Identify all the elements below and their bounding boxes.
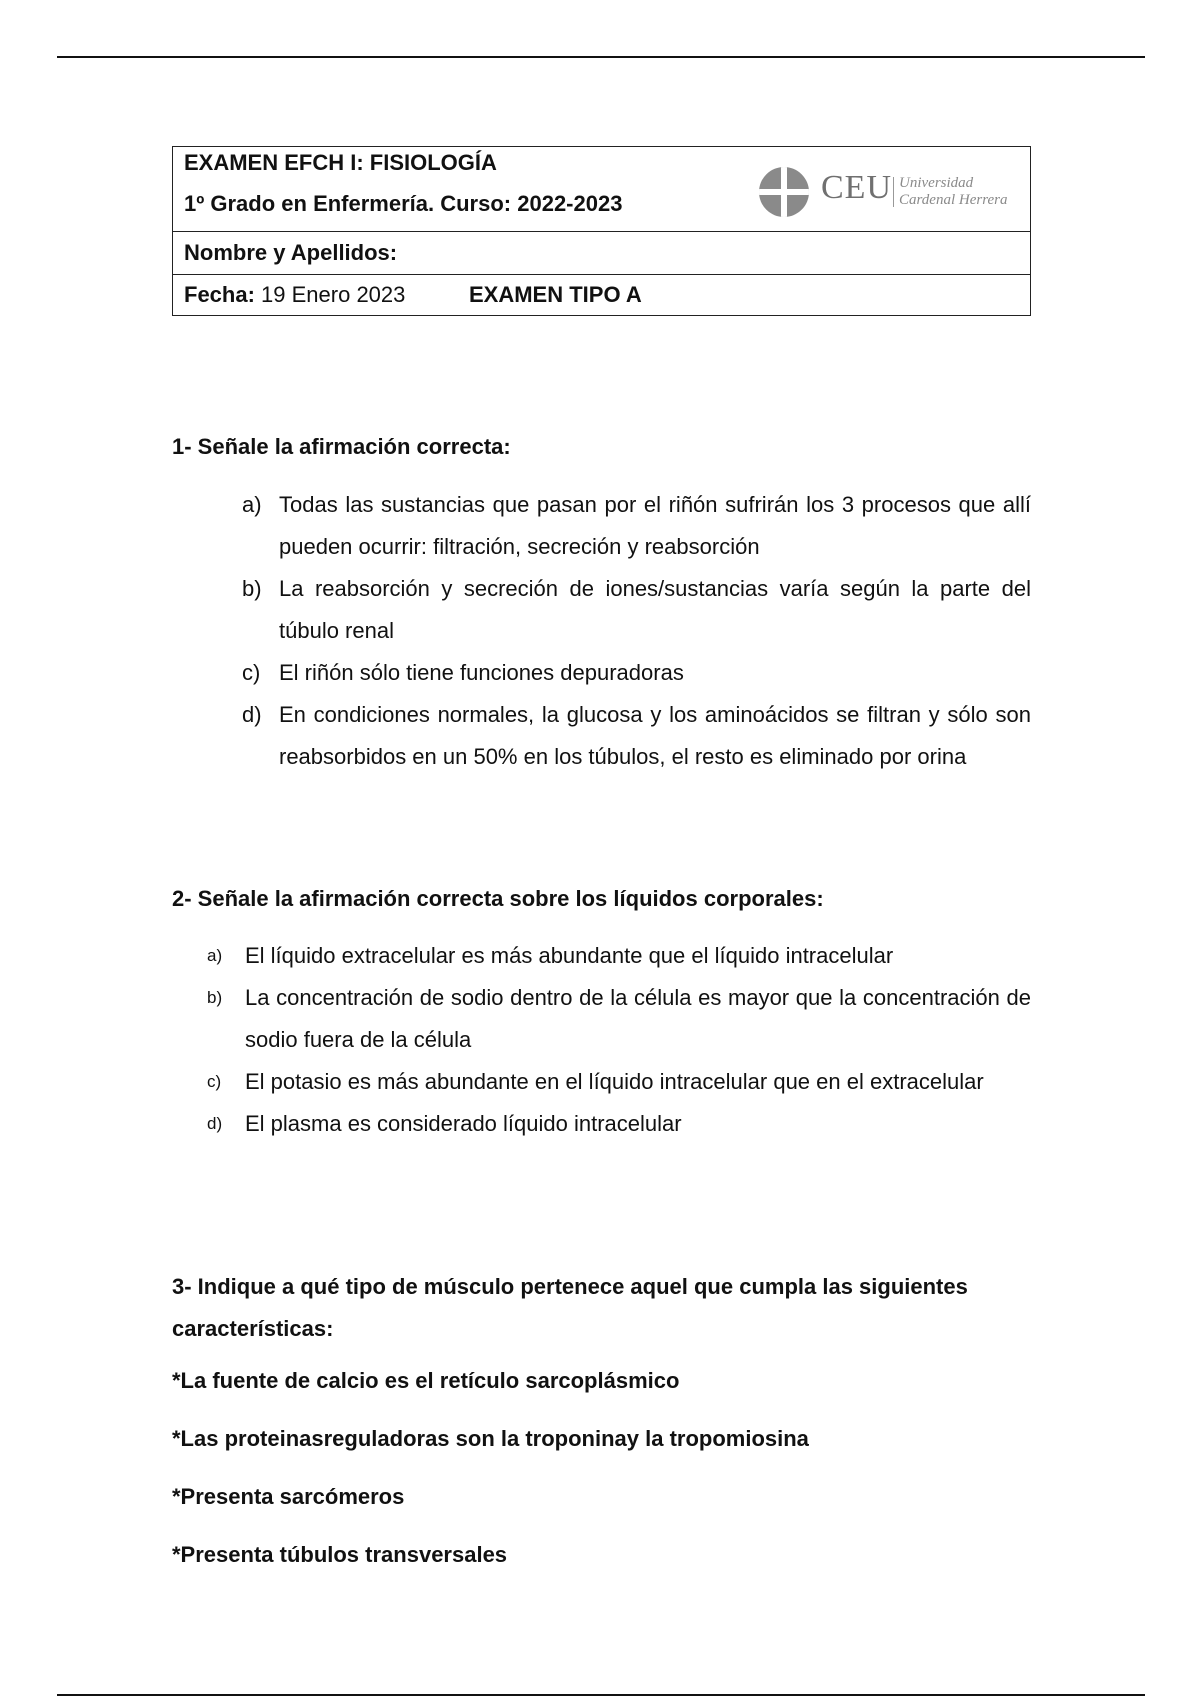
date-field — [184, 282, 405, 308]
question-3-feature: *Las proteinasreguladoras son la troponinay la tropomiosina — [172, 1426, 809, 1451]
option-text: La concentración de sodio dentro de la célula es mayor que la concentración de sodio fuera de la célula — [245, 985, 1031, 1052]
question-1-title: 1- Señale la afirmación correcta: — [172, 434, 511, 459]
option-letter: a) — [242, 492, 262, 517]
question-3-feature: *Presenta túbulos transversales — [172, 1542, 508, 1567]
exam-title: EXAMEN EFCH I: FISIOLOGÍA — [184, 150, 497, 175]
question-1-option-c — [242, 652, 1031, 694]
exam-type: EXAMEN TIPO A — [469, 282, 642, 307]
question-3-title: 3- Indique a qué tipo de músculo pertenece aquel que cumpla las siguientes características: — [172, 1274, 968, 1341]
option-text: El potasio es más abundante en el líquido intracelular que en el extracelular — [245, 1069, 984, 1094]
logo-separator — [893, 177, 894, 207]
logo-brand: CEU — [821, 169, 892, 206]
question-1-option-a — [242, 484, 1031, 568]
option-letter: b) — [242, 576, 262, 601]
cross-circle-icon — [759, 167, 809, 217]
question-2-options — [206, 935, 1031, 1145]
logo-university-line1: Universidad — [899, 175, 974, 191]
date-value: 19 Enero 2023 — [261, 282, 406, 307]
option-text: El riñón sólo tiene funciones depuradoras — [279, 660, 684, 685]
option-text: El plasma es considerado líquido intracelular — [245, 1111, 682, 1136]
option-letter: b) — [207, 988, 223, 1007]
question-3-feature: *Presenta sarcómeros — [172, 1484, 405, 1509]
top-rule — [57, 56, 1145, 58]
university-logo — [759, 165, 1019, 221]
question-1-option-b — [242, 568, 1031, 652]
option-letter: c) — [207, 1072, 222, 1091]
option-letter: a) — [207, 946, 223, 965]
option-text: En condiciones normales, la glucosa y los aminoácidos se filtran y sólo son reabsorbidos en un 50% en los túbulos, el resto es eliminado por orina — [279, 702, 1031, 769]
logo-university-name — [899, 175, 1007, 209]
option-letter: d) — [207, 1114, 223, 1133]
option-letter: d) — [242, 702, 262, 727]
question-2-option-c — [206, 1061, 1031, 1103]
header-title-row — [173, 147, 1030, 232]
question-2-option-a — [206, 935, 1031, 977]
question-2-option-d — [206, 1103, 1031, 1145]
date-label: Fecha: — [184, 282, 255, 307]
question-2-option-b — [206, 977, 1031, 1061]
question-2-title: 2- Señale la afirmación correcta sobre los líquidos corporales: — [172, 886, 824, 911]
question-1-option-d — [242, 694, 1031, 778]
option-text: El líquido extracelular es más abundante que el líquido intracelular — [245, 943, 894, 968]
name-label: Nombre y Apellidos: — [184, 240, 398, 265]
exam-header — [172, 146, 1031, 316]
option-text: La reabsorción y secreción de iones/sustancias varía según la parte del túbulo renal — [279, 576, 1031, 643]
option-text: Todas las sustancias que pasan por el riñón sufrirán los 3 procesos que allí pueden ocurrir: filtración, secreción y reabsorción — [279, 492, 1031, 559]
header-date-row — [173, 275, 1030, 316]
header-name-row — [173, 232, 1030, 275]
bottom-rule — [57, 1694, 1145, 1696]
course-line: 1º Grado en Enfermería. Curso: 2022-2023 — [184, 191, 623, 216]
option-letter: c) — [242, 660, 261, 685]
logo-university-line2: Cardenal Herrera — [899, 192, 1008, 208]
question-1-options — [242, 484, 1031, 778]
question-3-feature: *La fuente de calcio es el retículo sarcoplásmico — [172, 1368, 680, 1393]
